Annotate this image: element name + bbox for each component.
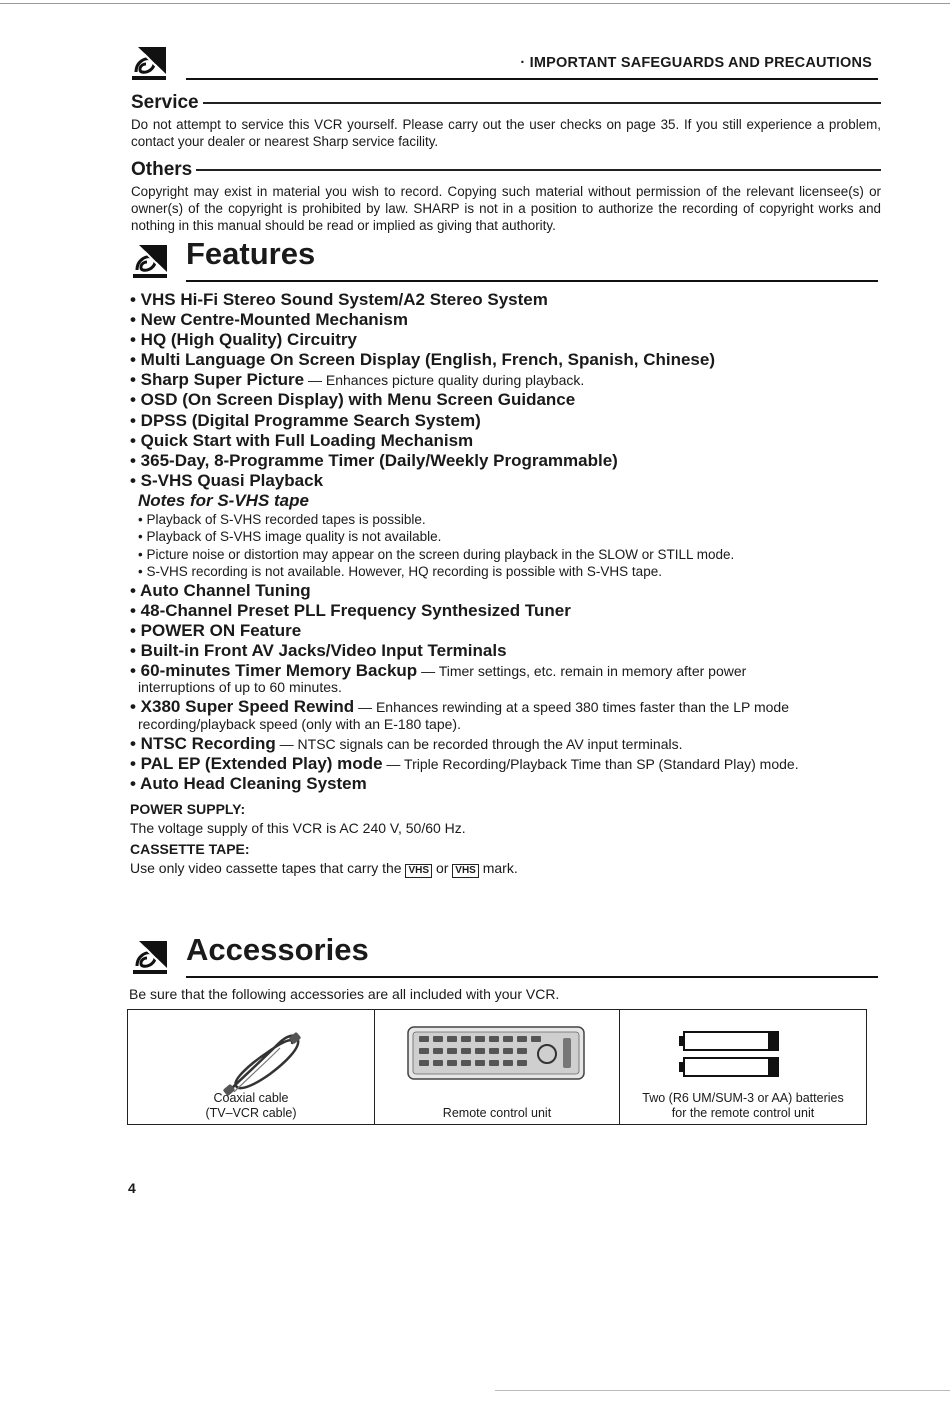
svhs-note: • Playback of S-VHS image quality is not available. [138,529,442,545]
feature-description: — Enhances rewinding at a speed 380 times faster than the LP mode [354,699,789,716]
service-section [131,92,881,150]
feature-item: • OSD (On Screen Display) with Menu Screen Guidance [130,390,576,410]
batteries-label: Two (R6 UM/SUM-3 or AA) batteries [642,1091,844,1105]
sharp-manual-logo-icon [130,44,168,82]
feature-label: • NTSC Recording [130,733,276,753]
svhs-note: • Picture noise or distortion may appear on the screen during playback in the SLOW or STILL mode. [138,546,735,562]
svhs-notes-title: Notes for S-VHS tape [138,490,309,510]
feature-item [130,370,890,390]
coaxial-cable-caption [128,1091,374,1121]
feature-description: — Timer settings, etc. remain in memory after power [417,663,747,680]
service-heading-row [131,92,881,114]
feature-item: • DPSS (Digital Programme Search System) [130,410,481,430]
header-rule [186,78,878,80]
vhs-logo-icon: VHS [405,864,432,878]
others-section [131,159,881,234]
feature-label: • 60-minutes Timer Memory Backup [130,661,418,681]
features-heading: Features [186,236,316,271]
feature-item: • 48-Channel Preset PLL Frequency Synthesized Tuner [130,601,571,621]
feature-label: • Sharp Super Picture [130,370,305,390]
features-heading-rule [186,280,878,283]
svhs-note: • Playback of S-VHS recorded tapes is possible. [138,511,426,527]
feature-item: • HQ (High Quality) Circuitry [130,330,357,350]
feature-item: • New Centre-Mounted Mechanism [130,310,408,330]
accessories-heading-block [130,932,878,978]
sharp-manual-logo-icon [130,938,170,976]
feature-item: • S-VHS Quasi Playback [130,470,324,490]
scan-edge-bottom [495,1390,950,1391]
page-number: 4 [128,1180,136,1196]
scan-edge-top [0,3,950,4]
feature-item: • Built-in Front AV Jacks/Video Input Terminals [130,641,507,661]
feature-item [130,734,890,754]
coaxial-cable-label: Coaxial cable [213,1091,289,1105]
accessories-heading-rule [186,976,878,979]
power-supply-text: The voltage supply of this VCR is AC 240 V, 50/60 Hz. [130,819,466,836]
others-heading-row [131,159,881,181]
cassette-tape-text [130,858,890,878]
feature-description: — NTSC signals can be recorded through the AV input terminals. [275,735,683,752]
feature-description: — Triple Recording/Playback Time than SP (Standard Play) mode. [382,755,799,772]
feature-item: • VHS Hi-Fi Stereo Sound System/A2 Stereo System [130,290,548,309]
feature-item [130,754,890,774]
batteries-icon [678,1028,782,1080]
feature-item [130,661,890,681]
feature-item: • 365-Day, 8-Programme Timer (Daily/Weekly Programmable) [130,450,618,470]
cassette-text-post: mark. [482,859,518,876]
cassette-tape-caption: CASSETTE TAPE: [130,840,250,857]
feature-label: • PAL EP (Extended Play) mode [130,753,383,773]
feature-description: — Enhances picture quality during playback. [304,372,585,389]
service-heading: Service [131,92,199,113]
coaxial-cable-icon [220,1022,310,1100]
others-text: Copyright may exist in material you wish to record. Copying such material without permission of the relevant licensee(s) or owner(s) of the copyright is prohibited by law. SHARP is not in a position to authorize the recording of copyright works and nothing in this manual should be read or implied as giving that authority. [131,184,881,233]
service-text: Do not attempt to service this VCR yourself. Please carry out the user checks on page 35. If you still experience a problem, contact your dealer or nearest Sharp service facility. [131,117,881,149]
cassette-text-pre: Use only video cassette tapes that carry the [130,859,402,876]
accessory-cell-remote-control [374,1010,619,1124]
accessory-cell-batteries [619,1010,866,1124]
feature-continuation: recording/playback speed (only with an E-180 tape). [138,715,461,732]
features-list [130,290,890,878]
svhs-logo-icon: VHS [452,864,479,878]
feature-item: • POWER ON Feature [130,621,302,641]
feature-item [130,697,890,717]
accessories-table [127,1009,867,1125]
power-supply-caption: POWER SUPPLY: [130,800,246,817]
batteries-caption [620,1091,866,1121]
feature-item: • Multi Language On Screen Display (English, French, Spanish, Chinese) [130,350,715,370]
header-title: · IMPORTANT SAFEGUARDS AND PRECAUTIONS [520,55,872,71]
sharp-manual-logo-icon [130,242,170,280]
feature-item: • Quick Start with Full Loading Mechanism [130,430,474,450]
feature-continuation: interruptions of up to 60 minutes. [138,679,342,696]
feature-label: • X380 Super Speed Rewind [130,697,355,717]
feature-item: • Auto Channel Tuning [130,580,311,600]
features-heading-block [130,236,878,282]
accessories-heading: Accessories [186,932,369,967]
svhs-note: • S-VHS recording is not available. However, HQ recording is possible with S-VHS tape. [138,564,662,580]
remote-control-sublabel: Remote control unit [442,1106,552,1120]
remote-control-caption [375,1106,619,1121]
page-header [130,44,878,84]
cassette-text-mid: or [435,859,449,876]
others-heading-rule [196,169,881,171]
feature-item: • Auto Head Cleaning System [130,773,367,793]
coaxial-cable-sublabel: (TV–VCR cable) [205,1106,297,1120]
others-heading: Others [131,159,193,180]
service-heading-rule [203,102,881,104]
accessories-intro: Be sure that the following accessories are all included with your VCR. [129,986,560,1002]
accessory-cell-coaxial-cable [128,1010,374,1124]
batteries-sublabel: for the remote control unit [671,1106,815,1120]
remote-control-icon [407,1026,585,1080]
